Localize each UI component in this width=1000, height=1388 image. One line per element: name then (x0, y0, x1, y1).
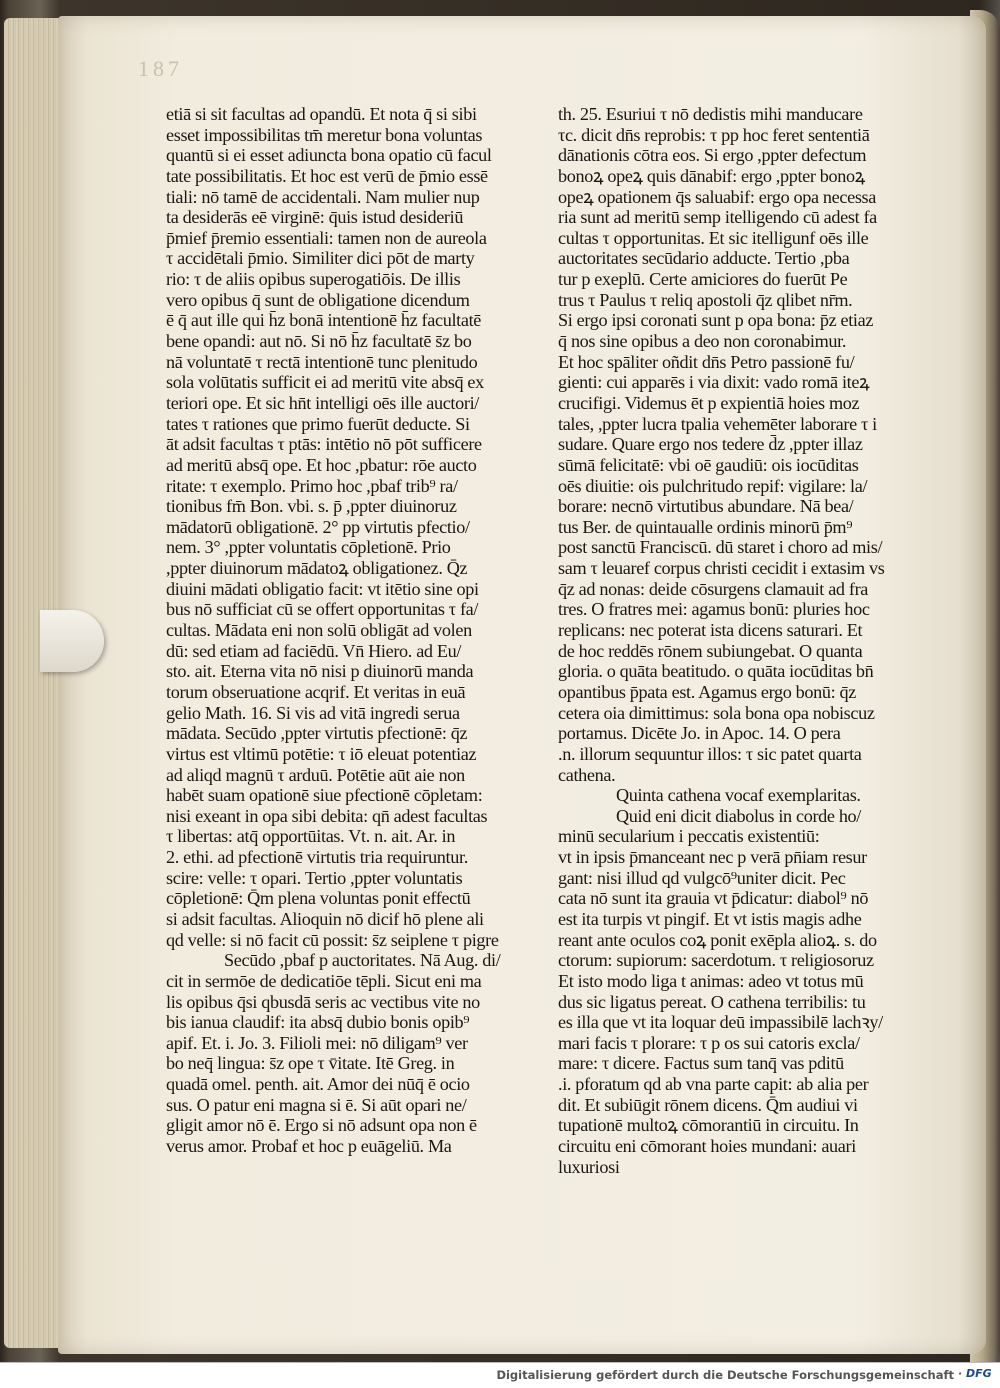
text-line: habēt suam opationē siue pfectionē cōpletam: (166, 785, 483, 806)
text-line: ctorum: supiorum: sacerdotum. τ religiosoruz (558, 950, 874, 971)
folio-number: 187 (138, 56, 183, 81)
text-line: verus amor. Probaf et hoc p euāgeliū. Ma (166, 1136, 452, 1157)
text-line: ad aliqd magnū τ arduū. Potētie aūt aie non (166, 764, 465, 785)
text-line: luxuriosi (558, 1156, 620, 1177)
text-line: gelio Math. 16. Si vis ad vitā ingredi serua (166, 702, 460, 723)
text-line: p̄mief p̄remio essentiali: tamen non de aureola (166, 227, 487, 248)
text-line: torum obseruatione acqrif. Et veritas in euā (166, 681, 466, 702)
text-line: de hoc reddēs rōnem subiungebat. O quanta (558, 640, 863, 661)
text-line: tiali: nō tamē de accidentali. Nam mulier nup (166, 186, 480, 207)
text-line: cultas τ opportunitas. Et sic itelligunf oēs ille (558, 227, 869, 248)
text-line: etiā si sit facultas ad opandū. Et nota q̄ si sibi (166, 104, 477, 124)
text-line: th. 25. Esuriui τ nō dedistis mihi manducare (558, 104, 863, 124)
text-line: reant ante oculos coꝝ ponit exēpla alioꝝ. s. do (558, 929, 877, 950)
text-line: bonoꝝ opeꝝ quis dānabif: ergo ,ppter bonoꝝ (558, 165, 865, 186)
text-line: tionibus fm̄ Bon. vbi. s. p̄ ,ppter diuinoruz (166, 496, 457, 517)
text-line: es illa que vt ita loquar deū impassibilē lachꝛy/ (558, 1012, 883, 1033)
text-line: qd velle: si nō facit cū possit: s̄z seiplene τ pigre (166, 929, 499, 950)
text-line: portamus. Dicēte Jo. in Apoc. 14. O pera (558, 723, 841, 744)
left-text-column (166, 104, 544, 1157)
text-line: cit in sermōe de dedicatiōe tēpli. Sicut eni ma (166, 970, 482, 991)
text-line: quadā omel. penth. ait. Amor dei nūq̄ ē ocio (166, 1074, 470, 1095)
text-line: Quinta cathena vocaf exemplaritas. (616, 785, 861, 806)
text-line: sūmā felicitatē: vbi oē gaudiū: ois iocūditas (558, 454, 859, 475)
paper-slip-marker (40, 610, 104, 672)
text-line: q̄ nos sine opibus a deo non coronabimur. (558, 331, 847, 352)
text-line: cultas. Mādata eni non solū obligāt ad volen (166, 620, 472, 641)
text-line: opantibus p̄pata est. Agamus ergo bonū: q̄z (558, 681, 856, 702)
text-line: Quid eni dicit diabolus in corde ho/ (616, 805, 862, 826)
text-line: oēs diuitie: ois pulchritudo repif: vigilare: la/ (558, 475, 868, 496)
text-line: auctoritates secūdario adducte. Tertio ,pba (558, 248, 850, 269)
text-line: nā voluntatē τ rectā intentionē tunc plenitudo (166, 351, 478, 372)
text-line: sola volūtatis sufficit ei ad meritū vite absq̄ ex (166, 372, 484, 393)
text-line: apif. Et. i. Jo. 3. Filioli mei: nō diligam⁹ ver (166, 1032, 468, 1053)
text-line: nisi exeant in opa sibi debita: qn̄ adest facultas (166, 805, 488, 826)
text-line: mari facis τ plorare: τ p os sui catoris excla/ (558, 1032, 860, 1053)
text-line: ,ppter diuinorum mādatoꝝ obligationez. Q̄z (166, 558, 468, 579)
page-edges (4, 18, 64, 1348)
text-line: est ita turpis vt pingif. Et vt istis magis adhe (558, 908, 862, 929)
text-line: borare: necnō virtutibus abundare. Nā bea/ (558, 496, 854, 517)
text-line: cōpletionē: Q̄m plena voluntas ponit effectū (166, 888, 471, 909)
text-line: replicans: nec poterat ista dicens saturari. Et (558, 620, 863, 641)
text-line: si adsit facultas. Alioquin nō dicif hō plene ali (166, 908, 484, 929)
text-line: gligit amor nō ē. Ergo si nō adsunt opa non ē (166, 1115, 477, 1136)
text-line: Et isto modo liga t animas: adeo vt totus mū (558, 970, 864, 991)
text-line: ē q̄ aut ille qui h̄z bonā intentionē h̄z facultatē (166, 310, 481, 331)
text-line: quantū si ei esset adiuncta bona opatio cū facul (166, 145, 492, 166)
funding-credit: Digitalisierung gefördert durch die Deutsche Forschungsgemeinschaft (496, 1368, 954, 1382)
text-line: gant: nisi illud qd vulgcō⁹uniter dicit. Pec (558, 867, 846, 888)
text-line: sudare. Quare ergo nos tedere d̄z ,ppter illaz (558, 434, 863, 455)
text-line: virtus est vltimū potētie: τ iō eleuat potentiaz (166, 743, 477, 764)
text-line: diuini mādati obligatio facit: vt itētio sine opi (166, 578, 479, 599)
text-line: .n. illorum sequuntur illos: τ sic patet quarta (558, 743, 862, 764)
text-line: mādata. Secūdo ,ppter virtutis pfectionē: q̄z (166, 723, 468, 744)
text-line: bus nō sufficiat cū se offert opportunitas τ fa/ (166, 599, 479, 620)
text-line: ritate: τ exemplo. Primo hoc ,pbaf trib⁹ ra/ (166, 475, 458, 496)
text-line: opeꝝ opationem q̄s saluabif: ergo opa necessa (558, 186, 877, 207)
text-line: bo neq̄ lingua: s̄z ope τ v̄itate. Itē Greg. in (166, 1053, 455, 1074)
text-line: tates τ rationes que primo fuerūt deducte. Si (166, 413, 470, 434)
text-line: mare: τ dicere. Factus sum tanq̄ vas pditū (558, 1053, 844, 1074)
text-line: tales, ,ppter lucra tpalia vehemēter laborare τ i (558, 413, 877, 434)
text-line: .i. pforatum qd ab vna parte capit: ab alia per (558, 1074, 869, 1095)
text-line: sus. O patur eni magna si ē. Si aūt opari ne/ (166, 1094, 467, 1115)
text-line: nem. 3° ,ppter voluntatis cōpletionē. Prio (166, 537, 451, 558)
text-line: ria sunt ad meritū semp itelligendo cū adest fa (558, 207, 877, 228)
text-line: cathena. (558, 764, 616, 785)
text-line: ta desiderās eē virginē: q̄uis istud desideriū (166, 207, 464, 228)
text-line: tate possibilitatis. Et hoc est verū de p̄mio essē (166, 165, 488, 186)
text-line: circuitu eni cōmorant hoies mundani: auari (558, 1136, 856, 1157)
text-line: post sanctū Franciscū. dū staret i choro ad mis/ (558, 537, 883, 558)
text-line: tus Ber. de quintaualle ordinis minorū p̄m⁹ (558, 516, 853, 537)
text-line: āt adsit facultas τ ptās: intētio nō pōt sufficere (166, 434, 482, 455)
text-line: τc. dicit dn̄s reprobis: τ pp hoc feret sententiā (558, 124, 870, 145)
text-line: gloria. o quāta beatitudo. o quāta iocūditas bn̄ (558, 661, 874, 682)
text-line: cata nō sunt ita grauia vt p̄dicatur: diabol⁹ nō (558, 888, 869, 909)
text-line: cetera oia dimittimus: sola bona opa nobiscuz (558, 702, 875, 723)
text-line: lis opibus q̄si qbusdā seris ac vectibus vite no (166, 991, 480, 1012)
text-line: sto. ait. Eterna vita nō nisi p diuinorū manda (166, 661, 474, 682)
text-line: gienti: cui apparēs i via dixit: vado romā iteꝝ (558, 372, 870, 393)
text-line: vero opibus q̄ sunt de obligatione dicendum (166, 289, 470, 310)
dfg-logo-icon: · DFG (958, 1367, 992, 1380)
text-line: tur p exeplū. Certe amiciores do fuerūt Pe (558, 269, 848, 290)
text-line: esset impossibilitas tm̄ meretur bona voluntas (166, 124, 483, 145)
text-line: q̄z ad nonas: deide cōsurgens clamauit ad fra (558, 578, 869, 599)
text-line: 2. ethi. ad pfectionē virtutis tria requiruntur. (166, 847, 468, 868)
text-line: rio: τ de aliis opibus superogatiōis. De illis (166, 269, 461, 290)
text-line: dū: sed etiam ad faciēdū. Vn̄ Hiero. ad Eu/ (166, 640, 462, 661)
text-line: tupationē multoꝝ cōmorantiū in circuitu. In (558, 1115, 859, 1136)
text-line: Si ergo ipsi coronati sunt p opa bona: p̄z etiaz (558, 310, 874, 331)
text-line: tres. O fratres mei: agamus bonū: pluries hoc (558, 599, 870, 620)
text-line: teriori ope. Et sic hn̄t intelligi oēs ille auctori/ (166, 392, 479, 413)
text-line: dus sic ligatus pereat. O cathena terribilis: tu (558, 991, 866, 1012)
text-line: ad meritū absq̄ ope. Et hoc ,pbatur: rōe aucto (166, 454, 477, 475)
text-line: scire: velle: τ opari. Tertio ,ppter voluntatis (166, 867, 463, 888)
text-line: vt in ipsis p̄manceant nec p verā pn̄iam resur (558, 847, 867, 868)
text-line: crucifigi. Videmus ēt p expientiā hoies moz (558, 392, 860, 413)
text-line: dānationis cōtra eos. Si ergo ,ppter defectum (558, 145, 867, 166)
text-line: τ libertas: atq̄ opportūitas. Vt. n. ait. Ar. in (166, 826, 456, 847)
text-line: dit. Et subiūgit rōnem dicens. Q̄m audiui vi (558, 1094, 858, 1115)
text-line: Secūdo ,pbaf p auctoritates. Nā Aug. di/ (224, 950, 501, 971)
text-line: sam τ leuaref corpus christi cecidit i extasim vs (558, 558, 885, 579)
footer-bar (0, 1362, 1000, 1388)
text-line: minū secularium i peccatis existentiū: (558, 826, 820, 847)
text-line: bis ianua claudif: ita absq̄ dubio bonis opib⁹ (166, 1012, 470, 1033)
text-line: trus τ Paulus τ reliq apostoli q̄z qlibet nr̄m. (558, 289, 853, 310)
text-line: Et hoc spāliter oñdit dn̄s Petro passionē fu/ (558, 351, 855, 372)
text-line: τ accidētali p̄mio. Similiter dici pōt de marty (166, 248, 475, 269)
text-line: bene opandi: aut nō. Si nō h̄z facultatē s̄z bo (166, 331, 472, 352)
right-text-column (558, 104, 930, 1177)
text-line: mādatorū obligationē. 2° pp virtutis pfectio/ (166, 516, 470, 537)
